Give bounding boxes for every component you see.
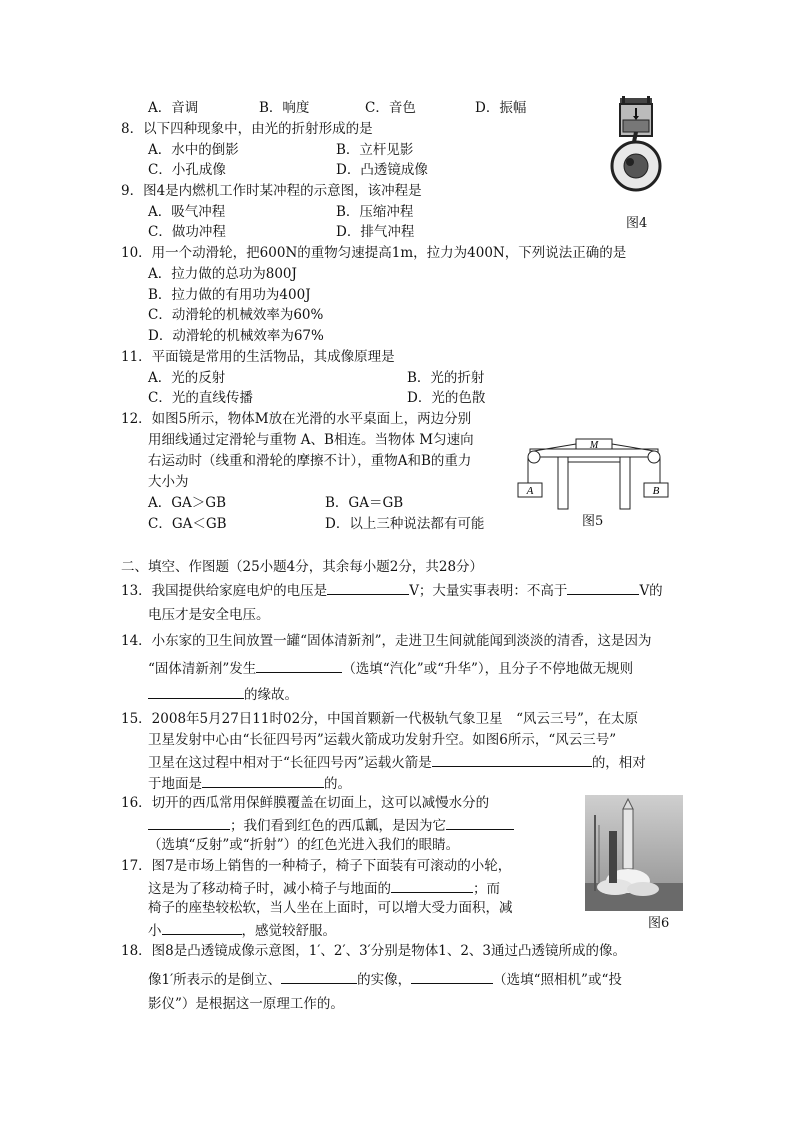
q14-line-2: [148, 658, 633, 678]
q7-option-c: C．音色: [365, 100, 416, 116]
q7-option-a: A．音调: [148, 100, 199, 116]
q13-text-c: V的: [639, 583, 663, 599]
q10-option-d: D．动滑轮的机械效率为67%: [148, 328, 324, 344]
fig5-label-a: A: [526, 485, 534, 497]
q10-option-c: C．动滑轮的机械效率为60%: [148, 307, 324, 323]
q13-text-b: V；大量实事表明：不高于: [409, 583, 568, 599]
q7-option-d: D．振幅: [475, 100, 527, 116]
q14-text-a: “固体清新剂”发生: [148, 661, 257, 677]
q15-blank-2[interactable]: [202, 773, 324, 788]
q10-option-b: B．拉力做的有用功为400J: [148, 287, 311, 303]
q12-option-d: D．以上三种说法都有可能: [325, 516, 485, 532]
fig5-label-b: B: [652, 485, 660, 497]
q15-text-a: 卫星在这过程中相对于“长征四号丙”运载火箭是: [148, 755, 432, 771]
q18-line-1: 18．图8是凸透镜成像示意图，1′、2′、3′分别是物体1、2、3通过凸透镜所成的像。: [121, 943, 626, 959]
q9-stem: 9．图4是内燃机工作时某冲程的示意图，该冲程是: [121, 183, 422, 199]
q16-line-3: （选填“反射”或“折射”）的红色光进入我们的眼睛。: [148, 837, 460, 853]
q12-line-4: 大小为: [148, 474, 189, 490]
q10-stem: 10．用一个动滑轮，把600N的重物匀速提高1m，拉力为400N，下列说法正确的是: [121, 245, 627, 261]
q15-text-d: 的。: [324, 776, 351, 792]
pulley-table-figure: [516, 437, 674, 513]
q8-option-a: A．水中的倒影: [148, 142, 239, 158]
q18-text-c: （选填“照相机”或“投: [493, 972, 622, 988]
q17-text-b: ；而: [473, 881, 500, 897]
q14-blank-1[interactable]: [256, 658, 342, 673]
rocket-launch-photo: [585, 795, 683, 911]
q17-text-c: 小: [148, 923, 162, 939]
q18-blank-1[interactable]: [281, 969, 357, 984]
q13-blank-2[interactable]: [567, 580, 639, 595]
q16-text-a: ；我们看到红色的西瓜瓤，是因为它: [230, 818, 446, 834]
q8-option-c: C．小孔成像: [148, 162, 226, 178]
q15-blank-1[interactable]: [432, 752, 592, 767]
q15-line-3: [148, 752, 646, 772]
q8-option-d: D．凸透镜成像: [336, 162, 428, 178]
q12-option-b: B．GA＝GB: [325, 495, 404, 511]
q17-line-2: [148, 878, 500, 898]
q8-option-b: B．立杆见影: [336, 142, 414, 158]
q11-option-b: B．光的折射: [407, 370, 485, 386]
q13-text-a: 13．我国提供给家庭电炉的电压是: [121, 583, 328, 599]
q18-line-2: [148, 969, 622, 989]
fig5-label-m: M: [589, 440, 599, 451]
q17-blank-2[interactable]: [162, 920, 242, 935]
q17-text-d: ，感觉较舒服。: [241, 923, 336, 939]
q18-text-b: 的实像，: [357, 972, 412, 988]
q18-line-3: 影仪”）是根据这一原理工作的。: [148, 996, 344, 1012]
q7-option-b: B．响度: [259, 100, 310, 116]
q9-option-b: B．压缩冲程: [336, 204, 414, 220]
q18-blank-2[interactable]: [411, 969, 493, 984]
q15-text-c: 于地面是: [148, 776, 202, 792]
q17-line-1: 17．图7是市场上销售的一种椅子，椅子下面装有可滚动的小轮，: [121, 858, 512, 874]
q12-option-a: A．GA＞GB: [148, 495, 226, 511]
section2-title: 二、填空、作图题（25小题4分，其余每小题2分，共28分）: [121, 559, 484, 575]
q12-line-1: 12．如图5所示，物体M放在光滑的水平桌面上，两边分别: [121, 411, 472, 427]
q17-blank-1[interactable]: [391, 878, 473, 893]
q17-line-3: 椅子的座垫较松软，当人坐在上面时，可以增大受力面积，减: [148, 900, 513, 916]
q16-line-1: 16．切开的西瓜常用保鲜膜覆盖在切面上，这可以减慢水分的: [121, 795, 490, 811]
q13-line-2: 电压才是安全电压。: [148, 607, 270, 623]
q14-blank-2[interactable]: [148, 684, 244, 699]
q15-line-1: 15．2008年5月27日11时02分，中国首颗新一代极轨气象卫星 “风云三号”，在太原: [121, 711, 638, 727]
q9-option-d: D．排气冲程: [336, 224, 415, 240]
engine-figure: [608, 96, 664, 200]
q13-blank-1[interactable]: [327, 580, 409, 595]
q12-line-3: 右运动时（线重和滑轮的摩擦不计），重物A和B的重力: [148, 453, 472, 469]
q11-option-a: A．光的反射: [148, 370, 226, 386]
q14-text-b: （选填“汽化”或“升华”），且分子不停地做无规则: [342, 661, 634, 677]
q11-option-d: D．光的色散: [407, 390, 486, 406]
q11-stem: 11．平面镜是常用的生活物品，其成像原理是: [121, 349, 395, 365]
q16-line-2: [148, 815, 514, 835]
q15-line-4: [148, 773, 351, 793]
q15-text-b: 的，相对: [591, 755, 646, 771]
q16-blank-1[interactable]: [148, 815, 230, 830]
q12-line-2: 用细线通过定滑轮与重物 A、B相连。当物体 M匀速向: [148, 432, 474, 448]
q14-line-3: [148, 684, 298, 704]
q16-blank-2[interactable]: [446, 815, 514, 830]
q18-text-a: 像1′所表示的是倒立、: [148, 972, 282, 988]
q13-line-1: [121, 580, 663, 600]
q9-option-a: A．吸气冲程: [148, 204, 226, 220]
fig6-caption: 图6: [648, 916, 670, 931]
q8-stem: 8．以下四种现象中，由光的折射形成的是: [121, 121, 373, 137]
q14-line-1: 14．小东家的卫生间放置一罐“固体清新剂”，走进卫生间就能闻到淡淡的清香，这是因为: [121, 633, 652, 649]
fig5-caption: 图5: [582, 514, 604, 529]
fig4-caption: 图4: [626, 216, 648, 231]
q14-text-c: 的缘故。: [244, 687, 298, 703]
q9-option-c: C．做功冲程: [148, 224, 226, 240]
q17-line-4: [148, 920, 336, 940]
q11-option-c: C．光的直线传播: [148, 390, 253, 406]
q10-option-a: A．拉力做的总功为800J: [148, 266, 297, 282]
q15-line-2: 卫星发射中心由“长征四号丙”运载火箭成功发射升空。如图6所示，“风云三号”: [148, 732, 617, 748]
q12-option-c: C．GA＜GB: [148, 516, 227, 532]
q17-text-a: 这是为了移动椅子时，减小椅子与地面的: [148, 881, 391, 897]
